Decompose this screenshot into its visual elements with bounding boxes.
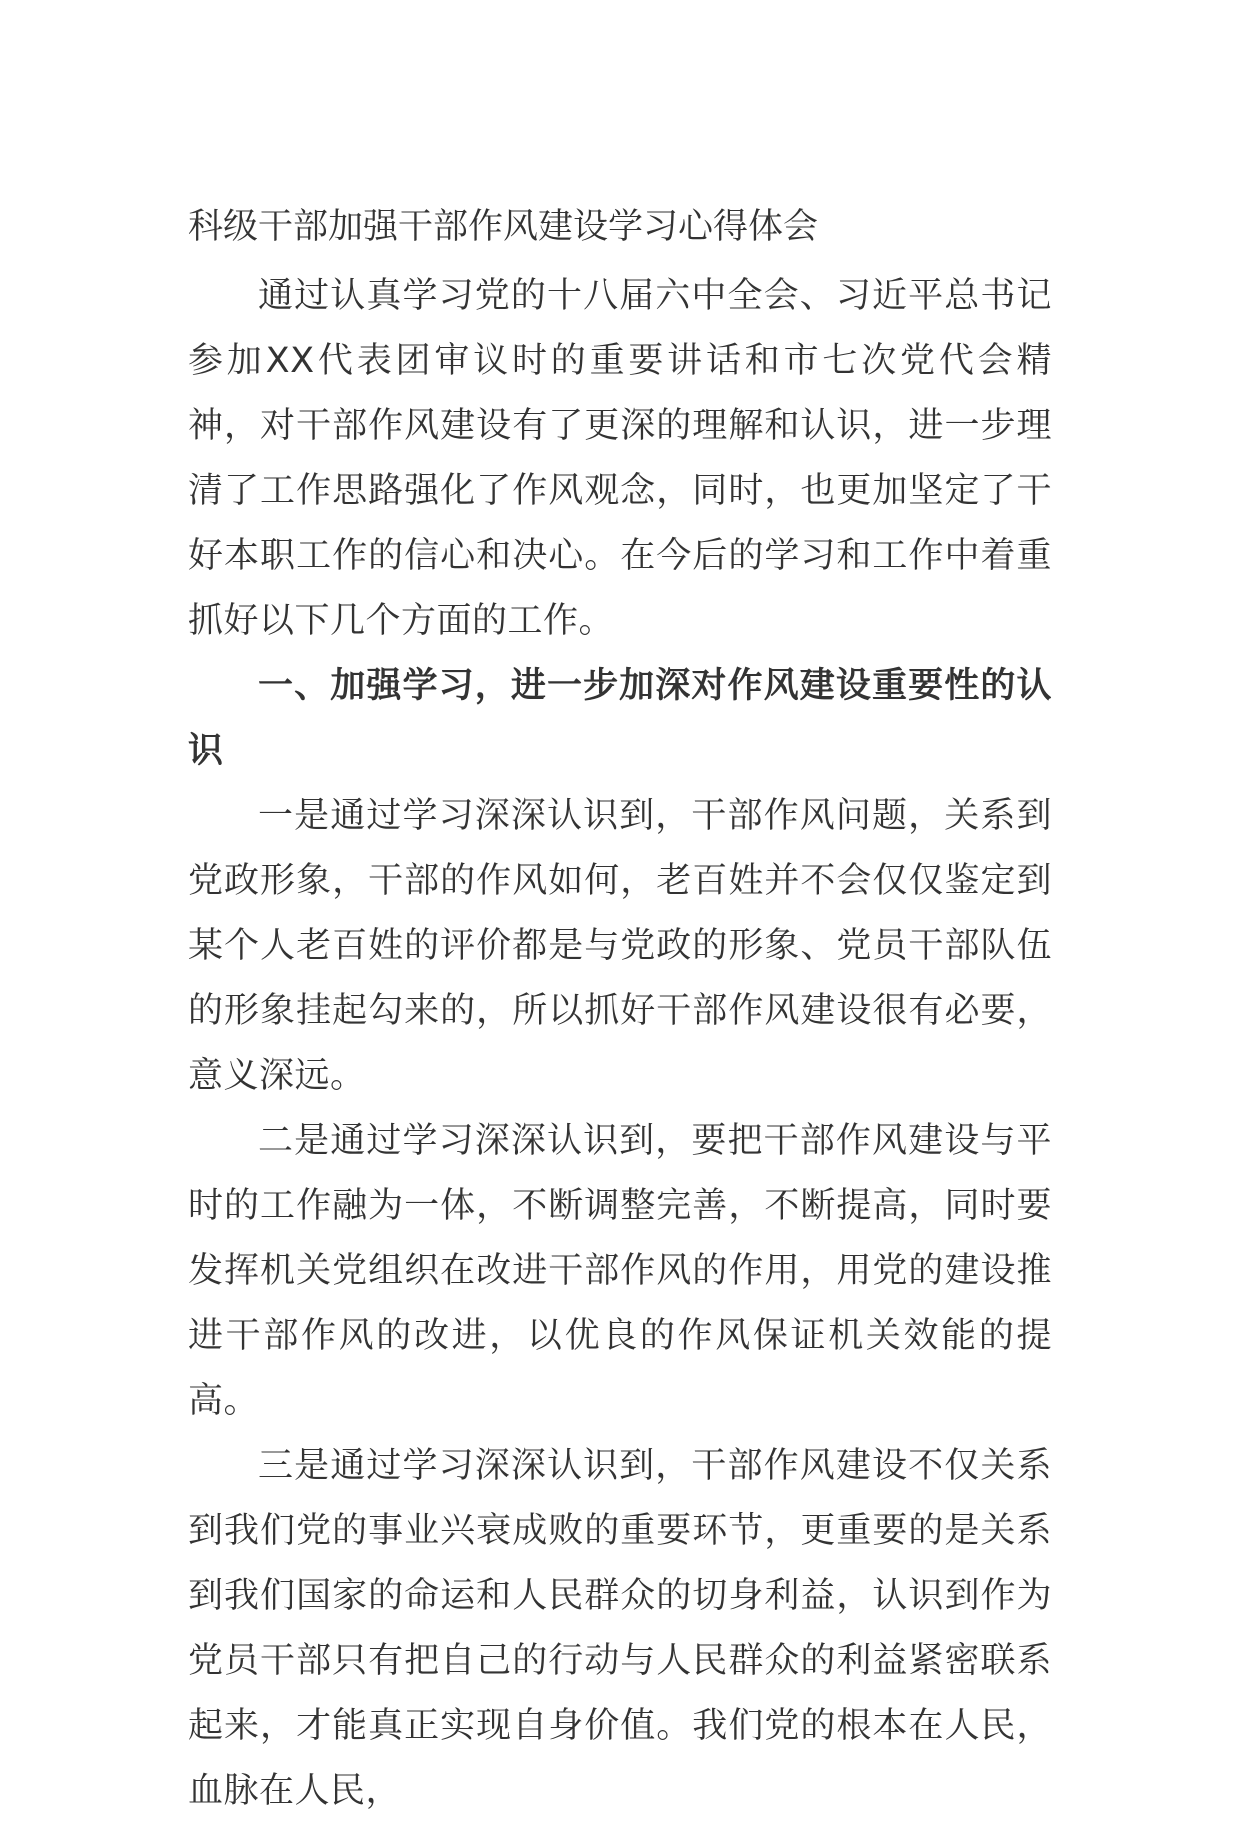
paragraph-point-1: 一是通过学习深深认识到，干部作风问题，关系到党政形象，干部的作风如何，老百姓并不会仅仅鉴定到某个人老百姓的评价都是与党政的形象、党员干部队伍的形象挂起勾来的，所以抓好干部作风建设很有必要，意义深远。 xyxy=(188,796,1052,1096)
document-body xyxy=(188,196,1052,1824)
paragraph-point-3: 三是通过学习深深认识到，干部作风建设不仅关系到我们党的事业兴衰成败的重要环节，更重要的是关系到我们国家的命运和人民群众的切身利益，认识到作为党员干部只有把自己的行动与人民群众的利益紧密联系起来，才能真正实现自身价值。我们党的根本在人民，血脉在人民， xyxy=(188,1446,1052,1811)
paragraph-point-2: 二是通过学习深深认识到，要把干部作风建设与平时的工作融为一体，不断调整完善，不断提高，同时要发挥机关党组织在改进干部作风的作用，用党的建设推进干部作风的改进，以优良的作风保证机关效能的提高。 xyxy=(188,1121,1052,1421)
document-title: 科级干部加强干部作风建设学习心得体会 xyxy=(188,207,819,247)
intro-paragraph: 通过认真学习党的十八届六中全会、习近平总书记参加XX代表团审议时的重要讲话和市七次党代会精神，对干部作风建设有了更深的理解和认识，进一步理清了工作思路强化了作风观念，同时，也更加坚定了干好本职工作的信心和决心。在今后的学习和工作中着重抓好以下几个方面的工作。 xyxy=(188,276,1052,641)
section-heading-1: 一、加强学习，进一步加深对作风建设重要性的认识 xyxy=(188,666,1052,771)
